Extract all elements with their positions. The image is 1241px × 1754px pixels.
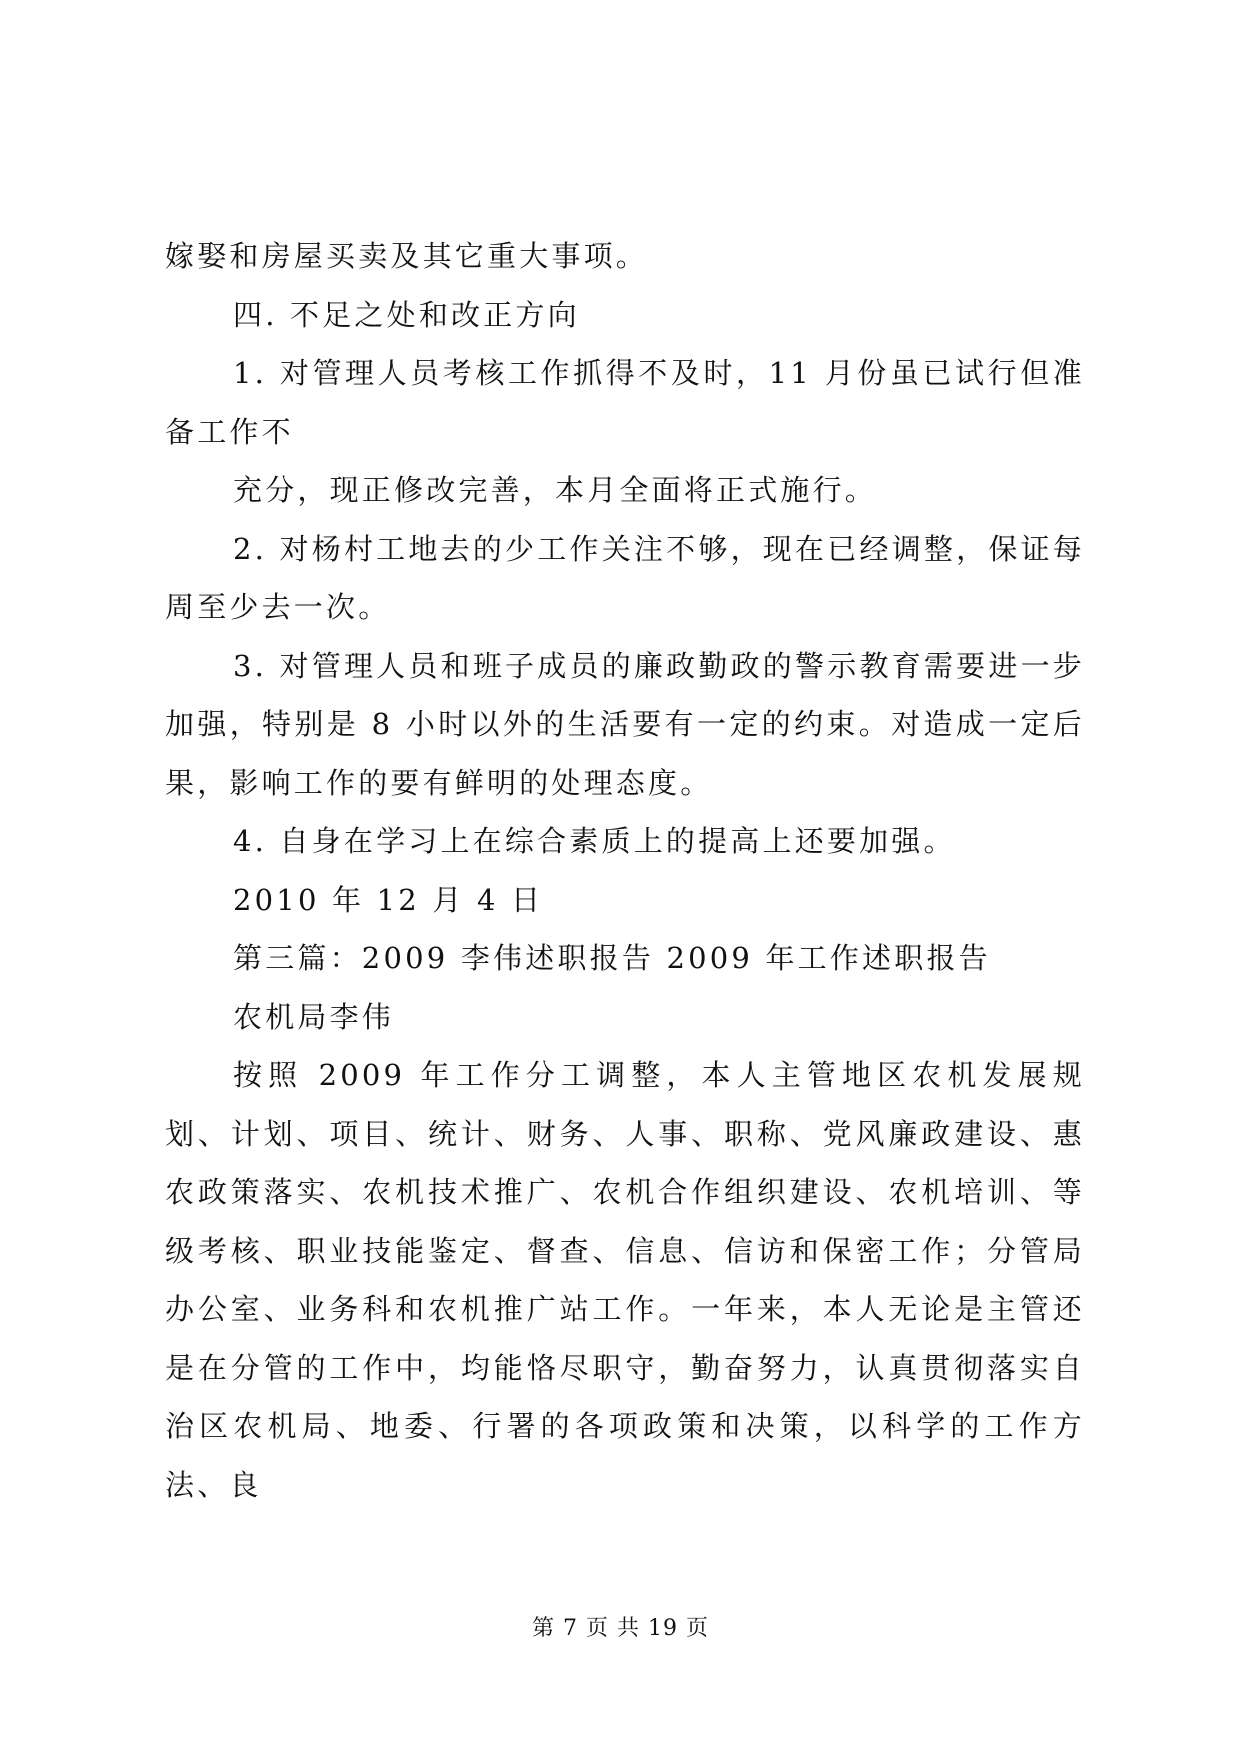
paragraph-item-1-cont: 充分，现正修改完善，本月全面将正式施行。: [233, 473, 878, 507]
document-body: [165, 227, 1085, 1514]
paragraph-item-1: 1. 对管理人员考核工作抓得不及时，11 月份虽已试行但准备工作不: [165, 356, 1085, 449]
paragraph-1: 嫁娶和房屋买卖及其它重大事项。: [165, 239, 649, 273]
paragraph-item-4: 4. 自身在学习上在综合素质上的提高上还要加强。: [233, 824, 956, 858]
part-title: 第三篇：2009 李伟述职报告 2009 年工作述职报告: [233, 941, 991, 975]
paragraph-item-3: 3. 对管理人员和班子成员的廉政勤政的警示教育需要进一步加强，特别是 8 小时以外的生活要有一定的约束。对造成一定后果，影响工作的要有鲜明的处理态度。: [165, 648, 1085, 800]
paragraph-item-2: 2. 对杨村工地去的少工作关注不够，现在已经调整，保证每周至少去一次。: [165, 531, 1085, 624]
paragraph-report-body: 按照 2009 年工作分工调整，本人主管地区农机发展规划、计划、项目、统计、财务、人事、职称、党风廉政建设、惠农政策落实、农机技术推广、农机合作组织建设、农机培训、等级考核、职业技能鉴定、督查、信息、信访和保密工作；分管局办公室、业务科和农机推广站工作。一年来，本人无论是主管还是在分管的工作中，均能恪尽职守，勤奋努力，认真贯彻落实自治区农机局、地委、行署的各项政策和决策，以科学的工作方法、良: [165, 1058, 1085, 1502]
author-line: 农机局李伟: [233, 999, 395, 1034]
section-heading: 四. 不足之处和改正方向: [233, 297, 580, 332]
date-line: 2010 年 12 月 4 日: [233, 882, 544, 917]
page-footer: 第 7 页 共 19 页: [532, 1616, 709, 1641]
